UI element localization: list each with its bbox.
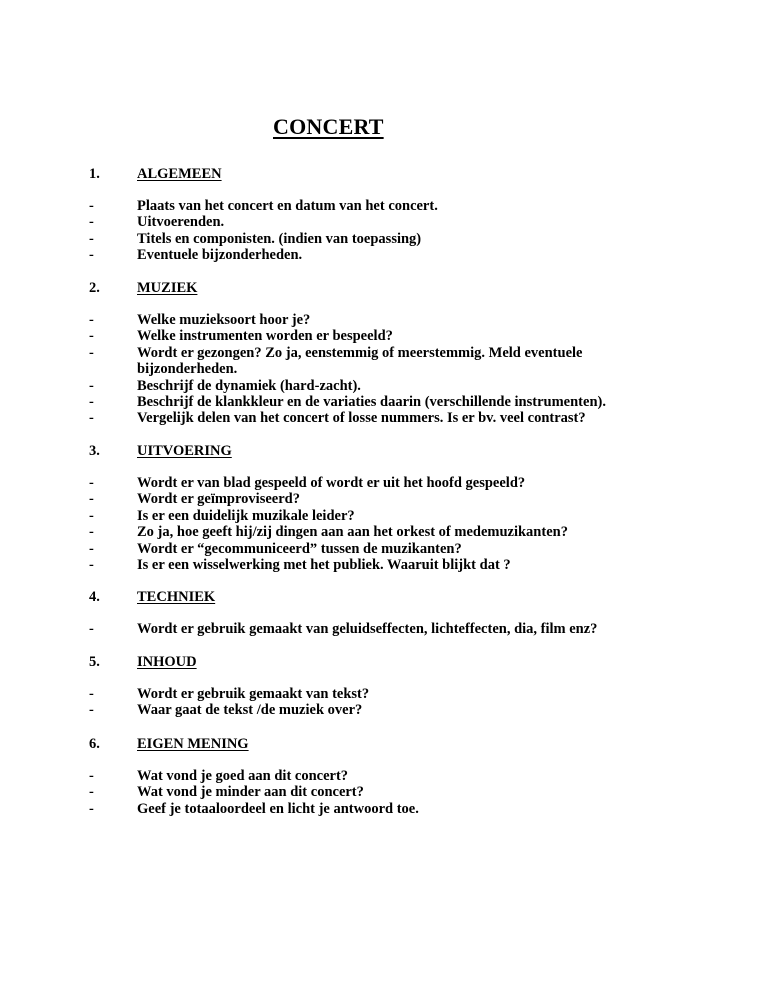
list-item-text: Beschrijf de klankkleur en de variaties daarin (verschillende instrumenten). xyxy=(137,393,606,410)
bullet-dash: - xyxy=(89,198,94,214)
bullet-dash: - xyxy=(89,312,94,328)
bullet-dash: - xyxy=(89,556,94,573)
list-item xyxy=(0,378,768,394)
list-item xyxy=(0,801,768,817)
list-item-text: Uitvoerenden. xyxy=(137,214,225,231)
section-heading xyxy=(0,280,768,300)
section-heading xyxy=(0,589,768,609)
list-item-text: Waar gaat de tekst /de muziek over? xyxy=(137,702,363,719)
bullet-dash: - xyxy=(89,410,94,427)
section-number: 3. xyxy=(89,443,100,459)
bullet-dash: - xyxy=(89,702,94,719)
section-title: INHOUD xyxy=(137,654,197,670)
list-item-text: Wat vond je goed aan dit concert? xyxy=(137,768,349,784)
section-title: UITVOERING xyxy=(137,443,232,459)
bullet-dash: - xyxy=(89,540,94,557)
list-item-text: Eventuele bijzonderheden. xyxy=(137,247,303,264)
list-item-text: Zo ja, hoe geeft hij/zij dingen aan aan het orkest of medemuzikanten? xyxy=(137,524,568,541)
list-item-text: Wordt er “gecommuniceerd” tussen de muzikanten? xyxy=(137,540,462,557)
list-item xyxy=(0,214,768,230)
section-number: 6. xyxy=(89,736,100,752)
list-item xyxy=(0,231,768,247)
section-algemeen xyxy=(0,166,768,264)
section-heading xyxy=(0,736,768,756)
bullet-dash: - xyxy=(89,768,94,784)
bullet-dash: - xyxy=(89,230,94,247)
list-item-text: Wordt er gebruik gemaakt van tekst? xyxy=(137,686,370,702)
list-item xyxy=(0,557,768,573)
list-item xyxy=(0,784,768,800)
list-item-text: Is er een duidelijk muzikale leider? xyxy=(137,507,355,524)
list-item-text: Wordt er gebruik gemaakt van geluidseffecten, lichteffecten, dia, film enz? xyxy=(137,621,598,637)
list-item xyxy=(0,491,768,507)
list-item-text: Wat vond je minder aan dit concert? xyxy=(137,784,364,801)
list-item-text: Titels en componisten. (indien van toepassing) xyxy=(137,230,422,247)
list-item xyxy=(0,345,768,378)
bullet-dash: - xyxy=(89,507,94,524)
section-title: ALGEMEEN xyxy=(137,166,222,182)
list-item-text: Plaats van het concert en datum van het concert. xyxy=(137,198,438,214)
item-list xyxy=(0,621,768,637)
list-item-text: Welke muzieksoort hoor je? xyxy=(137,312,311,328)
item-list xyxy=(0,312,768,427)
page-title: CONCERT xyxy=(273,114,384,139)
list-item xyxy=(0,621,768,637)
bullet-dash: - xyxy=(89,475,94,491)
list-item xyxy=(0,475,768,491)
list-item xyxy=(0,410,768,426)
list-item xyxy=(0,524,768,540)
list-item xyxy=(0,686,768,702)
list-item xyxy=(0,768,768,784)
list-item-text: Wordt er geïmproviseerd? xyxy=(137,491,300,508)
item-list xyxy=(0,198,768,264)
bullet-dash: - xyxy=(89,784,94,801)
section-heading xyxy=(0,654,768,674)
section-heading xyxy=(0,166,768,186)
bullet-dash: - xyxy=(89,686,94,702)
item-list xyxy=(0,686,768,719)
bullet-dash: - xyxy=(89,214,94,231)
item-list xyxy=(0,768,768,817)
list-item-text: Wordt er van blad gespeeld of wordt er uit het hoofd gespeeld? xyxy=(137,475,526,491)
list-item-text: Beschrijf de dynamiek (hard-zacht). xyxy=(137,377,361,394)
bullet-dash: - xyxy=(89,491,94,508)
list-item-text: Geef je totaaloordeel en licht je antwoord toe. xyxy=(137,800,419,817)
section-title: MUZIEK xyxy=(137,280,198,296)
list-item xyxy=(0,198,768,214)
bullet-dash: - xyxy=(89,621,94,637)
section-number: 1. xyxy=(89,166,100,182)
list-item xyxy=(0,394,768,410)
bullet-dash: - xyxy=(89,377,94,394)
section-eigen-mening xyxy=(0,736,768,817)
item-list xyxy=(0,475,768,573)
bullet-dash: - xyxy=(89,800,94,817)
list-item-text: Welke instrumenten worden er bespeeld? xyxy=(137,328,393,345)
bullet-dash: - xyxy=(89,344,94,361)
list-item xyxy=(0,328,768,344)
section-number: 5. xyxy=(89,654,100,670)
section-number: 4. xyxy=(89,589,100,605)
list-item-text: Wordt er gezongen? Zo ja, eenstemmig of meerstemmig. Meld eventuele bijzonderheden. xyxy=(137,344,583,378)
list-item xyxy=(0,312,768,328)
list-item xyxy=(0,541,768,557)
section-title: EIGEN MENING xyxy=(137,736,249,752)
list-item-text: Vergelijk delen van het concert of losse nummers. Is er bv. veel contrast? xyxy=(137,410,586,427)
bullet-dash: - xyxy=(89,393,94,410)
list-item xyxy=(0,247,768,263)
bullet-dash: - xyxy=(89,328,94,345)
list-item-text: Is er een wisselwerking met het publiek. Waaruit blijkt dat ? xyxy=(137,556,511,573)
section-inhoud xyxy=(0,654,768,719)
list-item xyxy=(0,508,768,524)
section-muziek xyxy=(0,280,768,427)
section-title: TECHNIEK xyxy=(137,589,216,605)
section-techniek xyxy=(0,589,768,637)
bullet-dash: - xyxy=(89,524,94,541)
bullet-dash: - xyxy=(89,247,94,264)
section-heading xyxy=(0,443,768,463)
section-number: 2. xyxy=(89,280,100,296)
section-uitvoering xyxy=(0,443,768,573)
list-item xyxy=(0,702,768,718)
